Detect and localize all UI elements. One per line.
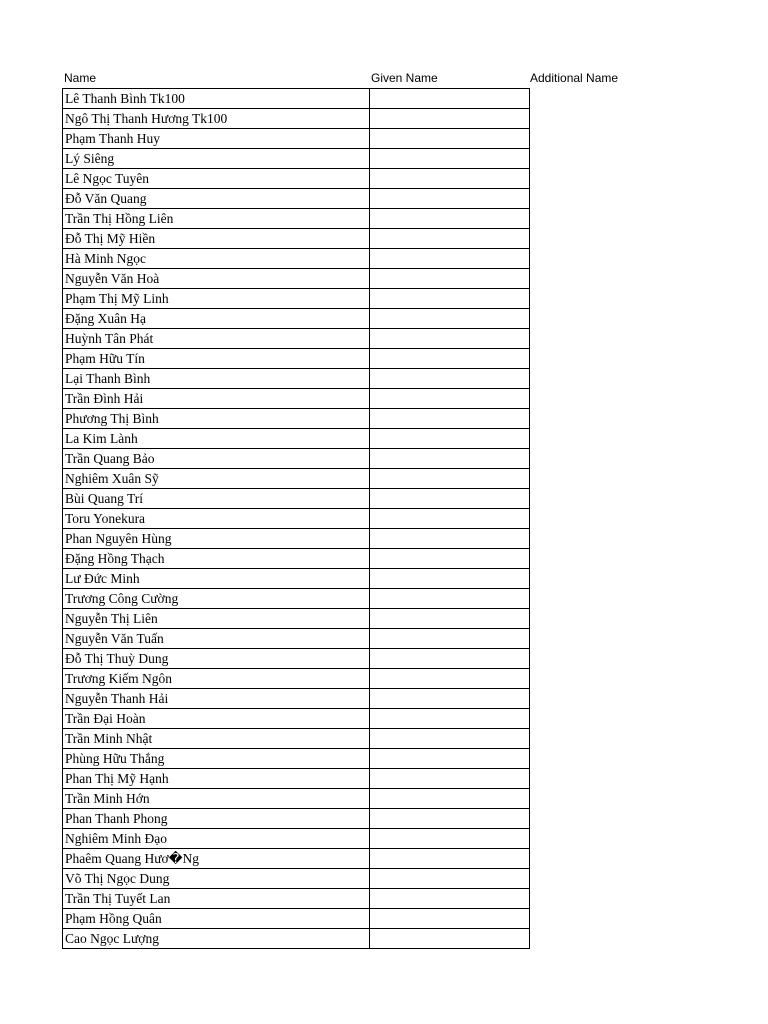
given-name-cell[interactable] [370,569,530,589]
name-cell[interactable]: Hà Minh Ngọc [63,249,370,269]
given-name-cell[interactable] [370,229,530,249]
table-row [63,229,530,249]
name-cell[interactable]: Đặng Hồng Thạch [63,549,370,569]
table-row [63,489,530,509]
given-name-cell[interactable] [370,489,530,509]
table-row [63,429,530,449]
header-name: Name [64,71,97,85]
name-cell[interactable]: Ngô Thị Thanh Hương Tk100 [63,109,370,129]
given-name-cell[interactable] [370,449,530,469]
name-cell[interactable]: Toru Yonekura [63,509,370,529]
name-cell[interactable]: Huỳnh Tân Phát [63,329,370,349]
given-name-cell[interactable] [370,849,530,869]
name-cell[interactable]: Lê Thanh Bình Tk100 [63,89,370,109]
name-cell[interactable]: Nghiêm Xuân Sỹ [63,469,370,489]
table-row [63,209,530,229]
given-name-cell[interactable] [370,249,530,269]
name-cell[interactable]: Trần Minh Nhật [63,729,370,749]
table-row [63,529,530,549]
table-row [63,549,530,569]
table-row [63,269,530,289]
name-cell[interactable]: Lư Đức Minh [63,569,370,589]
name-cell[interactable]: Phạm Thị Mỹ Linh [63,289,370,309]
name-cell[interactable]: Lý Siêng [63,149,370,169]
table-row [63,869,530,889]
table-row [63,569,530,589]
table-row [63,729,530,749]
given-name-cell[interactable] [370,789,530,809]
name-cell[interactable]: Đỗ Thị Thuỳ Dung [63,649,370,669]
name-cell[interactable]: Nguyễn Văn Hoà [63,269,370,289]
table-row [63,709,530,729]
table-row [63,809,530,829]
name-cell[interactable]: Lê Ngọc Tuyên [63,169,370,189]
given-name-cell[interactable] [370,389,530,409]
given-name-cell[interactable] [370,549,530,569]
table-row [63,389,530,409]
given-name-cell[interactable] [370,409,530,429]
given-name-cell[interactable] [370,109,530,129]
header-given-name: Given Name [371,71,438,85]
table-row [63,109,530,129]
table-row [63,409,530,429]
given-name-cell[interactable] [370,209,530,229]
given-name-cell[interactable] [370,829,530,849]
name-cell[interactable]: Nguyễn Thanh Hải [63,689,370,709]
name-cell[interactable]: Trương Công Cường [63,589,370,609]
names-table-body [63,89,530,949]
name-cell[interactable]: Phạm Thanh Huy [63,129,370,149]
table-row [63,829,530,849]
table-row [63,929,530,949]
table-row [63,849,530,869]
name-cell[interactable]: Phan Thị Mỹ Hạnh [63,769,370,789]
given-name-cell[interactable] [370,469,530,489]
table-row [63,669,530,689]
name-cell[interactable]: Trần Thị Hồng Liên [63,209,370,229]
name-cell[interactable]: Đỗ Văn Quang [63,189,370,209]
name-cell[interactable]: Bùi Quang Trí [63,489,370,509]
name-cell[interactable]: Phan Thanh Phong [63,809,370,829]
given-name-cell[interactable] [370,629,530,649]
table-row [63,629,530,649]
given-name-cell[interactable] [370,509,530,529]
table-row [63,509,530,529]
given-name-cell[interactable] [370,809,530,829]
given-name-cell[interactable] [370,889,530,909]
given-name-cell[interactable] [370,589,530,609]
given-name-cell[interactable] [370,189,530,209]
name-cell[interactable]: Nguyễn Thị Liên [63,609,370,629]
name-cell[interactable]: Trần Đại Hoàn [63,709,370,729]
given-name-cell[interactable] [370,909,530,929]
name-cell[interactable]: Đỗ Thị Mỹ Hiền [63,229,370,249]
table-row [63,149,530,169]
given-name-cell[interactable] [370,309,530,329]
name-cell[interactable]: Võ Thị Ngọc Dung [63,869,370,889]
given-name-cell[interactable] [370,869,530,889]
given-name-cell[interactable] [370,929,530,949]
given-name-cell[interactable] [370,289,530,309]
given-name-cell[interactable] [370,269,530,289]
given-name-cell[interactable] [370,129,530,149]
table-row [63,609,530,629]
given-name-cell[interactable] [370,609,530,629]
header-additional-name: Additional Name [530,71,619,85]
table-row [63,349,530,369]
given-name-cell[interactable] [370,649,530,669]
table-row [63,469,530,489]
table-row [63,309,530,329]
given-name-cell[interactable] [370,749,530,769]
table-row [63,449,530,469]
table-row [63,889,530,909]
name-cell[interactable]: Trương Kiếm Ngôn [63,669,370,689]
given-name-cell[interactable] [370,329,530,349]
given-name-cell[interactable] [370,89,530,109]
table-row [63,909,530,929]
name-cell[interactable]: Phan Nguyên Hùng [63,529,370,549]
table-row [63,369,530,389]
table-row [63,789,530,809]
name-cell[interactable]: Phạm Hồng Quân [63,909,370,929]
given-name-cell[interactable] [370,169,530,189]
table-row [63,749,530,769]
table-row [63,649,530,669]
name-cell[interactable]: Lại Thanh Bình [63,369,370,389]
name-cell[interactable]: Trần Đình Hải [63,389,370,409]
table-row [63,689,530,709]
given-name-cell[interactable] [370,149,530,169]
name-cell[interactable]: Cao Ngọc Lượng [63,929,370,949]
table-row [63,769,530,789]
given-name-cell[interactable] [370,669,530,689]
table-row [63,189,530,209]
given-name-cell[interactable] [370,529,530,549]
name-cell[interactable]: Phùng Hữu Thắng [63,749,370,769]
given-name-cell[interactable] [370,729,530,749]
name-cell[interactable]: Nguyễn Văn Tuấn [63,629,370,649]
given-name-cell[interactable] [370,369,530,389]
table-row [63,89,530,109]
name-cell[interactable]: Phương Thị Bình [63,409,370,429]
name-cell[interactable]: La Kim Lành [63,429,370,449]
name-cell[interactable]: Trần Minh Hớn [63,789,370,809]
given-name-cell[interactable] [370,429,530,449]
name-cell[interactable]: Đặng Xuân Hạ [63,309,370,329]
table-row [63,169,530,189]
table-row [63,249,530,269]
table-row [63,589,530,609]
name-cell[interactable]: Nghiêm Minh Đạo [63,829,370,849]
table-row [63,289,530,309]
name-cell[interactable]: Trần Quang Bảo [63,449,370,469]
given-name-cell[interactable] [370,689,530,709]
table-row [63,329,530,349]
name-cell[interactable]: Phaêm Quang Hươ�Ng [63,849,370,869]
given-name-cell[interactable] [370,769,530,789]
name-cell[interactable]: Trần Thị Tuyết Lan [63,889,370,909]
table-row [63,129,530,149]
given-name-cell[interactable] [370,709,530,729]
names-table [62,88,530,949]
name-cell[interactable]: Phạm Hữu Tín [63,349,370,369]
given-name-cell[interactable] [370,349,530,369]
